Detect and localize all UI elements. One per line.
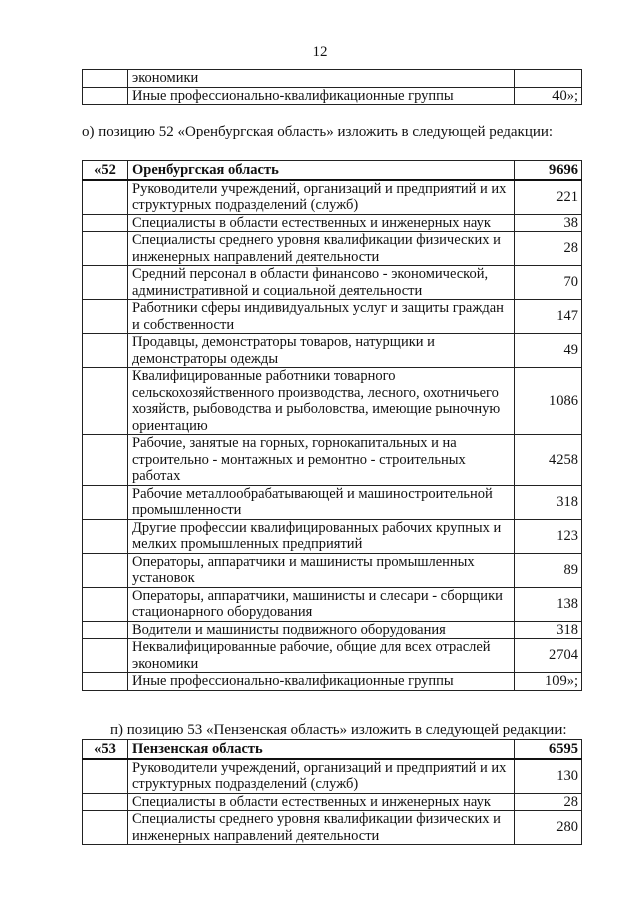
value-cell: 280: [515, 811, 582, 845]
table-row: [83, 180, 582, 215]
label-cell: Квалифицированные работники товарного сельскохозяйственного производства, лесного, охотничьего хозяйств, рыбоводства и рыболовства, имеющие рыночную ориентацию: [128, 368, 515, 435]
label-cell: Иные профессионально-квалификационные группы: [128, 87, 515, 105]
value-cell: 130: [515, 759, 582, 794]
value-cell: 89: [515, 553, 582, 587]
label-cell: Водители и машинисты подвижного оборудования: [128, 621, 515, 639]
table-row: [83, 87, 582, 105]
table-row: [83, 485, 582, 519]
label-cell: Неквалифицированные рабочие, общие для всех отраслей экономики: [128, 639, 515, 673]
value-cell: 70: [515, 266, 582, 300]
code-cell: [83, 300, 128, 334]
table-row: [83, 435, 582, 486]
code-cell: [83, 639, 128, 673]
label-cell: Средний персонал в области финансово - экономической, административной и социальной деятельности: [128, 266, 515, 300]
label-cell: Специалисты в области естественных и инженерных наук: [128, 214, 515, 232]
value-cell: 109»;: [515, 673, 582, 691]
table-row: [83, 266, 582, 300]
value-cell: 123: [515, 519, 582, 553]
code-cell: [83, 70, 128, 88]
label-cell: Специалисты в области естественных и инженерных наук: [128, 793, 515, 811]
value-cell: [515, 70, 582, 88]
table-row: [83, 673, 582, 691]
region-code: «53: [83, 740, 128, 759]
page-number: 12: [312, 44, 328, 60]
table-row: [83, 621, 582, 639]
table-row: [83, 232, 582, 266]
table-row: [83, 639, 582, 673]
code-cell: [83, 368, 128, 435]
value-cell: 4258: [515, 435, 582, 486]
value-cell: 147: [515, 300, 582, 334]
label-cell: Операторы, аппаратчики и машинисты промышленных установок: [128, 553, 515, 587]
code-cell: [83, 673, 128, 691]
orenburg-table: [82, 160, 582, 691]
code-cell: [83, 811, 128, 845]
region-total: 9696: [515, 161, 582, 180]
table-row: [83, 334, 582, 368]
label-cell: Продавцы, демонстраторы товаров, натурщики и демонстраторы одежды: [128, 334, 515, 368]
continuation-table: [82, 69, 582, 105]
region-header-row: [83, 161, 582, 180]
value-cell: 2704: [515, 639, 582, 673]
value-cell: 40»;: [515, 87, 582, 105]
region-code: «52: [83, 161, 128, 180]
code-cell: [83, 485, 128, 519]
table-row: [83, 70, 582, 88]
region-name: Оренбургская область: [128, 161, 515, 180]
label-cell: Руководители учреждений, организаций и предприятий и их структурных подразделений (служб): [128, 759, 515, 794]
label-cell: Работники сферы индивидуальных услуг и защиты граждан и собственности: [128, 300, 515, 334]
label-cell: Руководители учреждений, организаций и предприятий и их структурных подразделений (служб): [128, 180, 515, 215]
value-cell: 221: [515, 180, 582, 215]
label-cell: Рабочие, занятые на горных, горнокапитальных и на строительно - монтажных и ремонтно - строительных работах: [128, 435, 515, 486]
value-cell: 138: [515, 587, 582, 621]
table-row: [83, 300, 582, 334]
label-cell: экономики: [128, 70, 515, 88]
code-cell: [83, 214, 128, 232]
table-row: [83, 587, 582, 621]
table-row: [83, 368, 582, 435]
region-name: Пензенская область: [128, 740, 515, 759]
label-cell: Другие профессии квалифицированных рабочих крупных и мелких промышленных предприятий: [128, 519, 515, 553]
table-row: [83, 519, 582, 553]
code-cell: [83, 587, 128, 621]
code-cell: [83, 759, 128, 794]
value-cell: 38: [515, 214, 582, 232]
paragraph-p: п) позицию 53 «Пензенская область» изложить в следующей редакции:: [110, 722, 567, 738]
code-cell: [83, 87, 128, 105]
value-cell: 318: [515, 485, 582, 519]
code-cell: [83, 232, 128, 266]
code-cell: [83, 793, 128, 811]
table-row: [83, 811, 582, 845]
label-cell: Иные профессионально-квалификационные группы: [128, 673, 515, 691]
value-cell: 1086: [515, 368, 582, 435]
code-cell: [83, 435, 128, 486]
code-cell: [83, 621, 128, 639]
penza-table: [82, 739, 582, 845]
region-total: 6595: [515, 740, 582, 759]
label-cell: Операторы, аппаратчики, машинисты и слесари - сборщики стационарного оборудования: [128, 587, 515, 621]
table-row: [83, 793, 582, 811]
table-row: [83, 553, 582, 587]
value-cell: 318: [515, 621, 582, 639]
code-cell: [83, 334, 128, 368]
value-cell: 49: [515, 334, 582, 368]
value-cell: 28: [515, 793, 582, 811]
code-cell: [83, 553, 128, 587]
table-row: [83, 759, 582, 794]
value-cell: 28: [515, 232, 582, 266]
code-cell: [83, 180, 128, 215]
label-cell: Специалисты среднего уровня квалификации физических и инженерных направлений деятельности: [128, 232, 515, 266]
label-cell: Специалисты среднего уровня квалификации физических и инженерных направлений деятельности: [128, 811, 515, 845]
table-row: [83, 214, 582, 232]
code-cell: [83, 266, 128, 300]
code-cell: [83, 519, 128, 553]
paragraph-o: о) позицию 52 «Оренбургская область» изложить в следующей редакции:: [82, 124, 554, 140]
label-cell: Рабочие металлообрабатывающей и машиностроительной промышленности: [128, 485, 515, 519]
region-header-row: [83, 740, 582, 759]
